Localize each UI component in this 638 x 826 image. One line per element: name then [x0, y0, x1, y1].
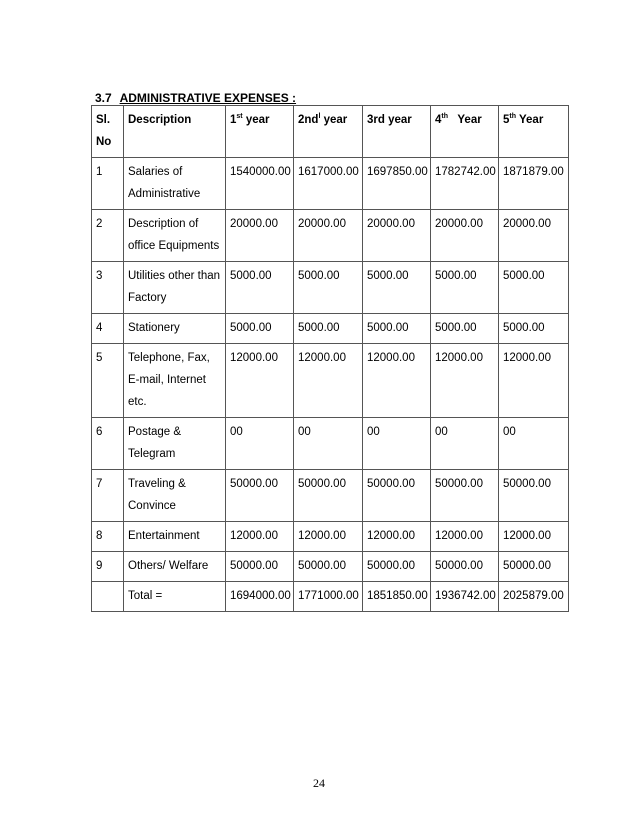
row-value-year-4: 50000.00 — [431, 470, 499, 522]
row-sl-no: 1 — [92, 158, 124, 210]
row-value-year-1: 50000.00 — [226, 470, 294, 522]
row-value-year-3: 5000.00 — [363, 262, 431, 314]
row-value-year-5: 5000.00 — [499, 314, 569, 344]
header-row — [92, 106, 569, 158]
col-header-year-5: 5th Year — [499, 106, 569, 158]
row-value-year-4: 12000.00 — [431, 522, 499, 552]
row-value-year-3: 5000.00 — [363, 314, 431, 344]
table-row — [92, 344, 569, 418]
row-value-year-1: 1540000.00 — [226, 158, 294, 210]
row-value-year-2: 1617000.00 — [294, 158, 363, 210]
row-value-year-1: 5000.00 — [226, 262, 294, 314]
section-heading — [95, 91, 296, 105]
row-value-year-3: 20000.00 — [363, 210, 431, 262]
table-row — [92, 552, 569, 582]
total-empty-cell — [92, 582, 124, 612]
row-description: Traveling & Convince — [124, 470, 226, 522]
table-row — [92, 210, 569, 262]
row-value-year-2: 12000.00 — [294, 344, 363, 418]
row-description: Salaries of Administrative — [124, 158, 226, 210]
section-number: 3.7 — [95, 91, 112, 105]
row-value-year-3: 00 — [363, 418, 431, 470]
row-sl-no: 8 — [92, 522, 124, 552]
row-value-year-5: 12000.00 — [499, 522, 569, 552]
row-value-year-5: 50000.00 — [499, 470, 569, 522]
table-row — [92, 262, 569, 314]
row-value-year-5: 5000.00 — [499, 262, 569, 314]
total-year-3: 1851850.00 — [363, 582, 431, 612]
row-sl-no: 5 — [92, 344, 124, 418]
table-row — [92, 522, 569, 552]
row-sl-no: 7 — [92, 470, 124, 522]
row-value-year-2: 20000.00 — [294, 210, 363, 262]
col-header-description: Description — [124, 106, 226, 158]
row-sl-no: 9 — [92, 552, 124, 582]
row-value-year-4: 20000.00 — [431, 210, 499, 262]
total-year-1: 1694000.00 — [226, 582, 294, 612]
col-header-year-2: $2nd^l$ year — [294, 106, 363, 158]
page-number: 24 — [313, 776, 325, 790]
total-year-4: 1936742.00 — [431, 582, 499, 612]
col-header-year-1: 1st year — [226, 106, 294, 158]
section-title: ADMINISTRATIVE EXPENSES : — [119, 91, 297, 105]
row-value-year-4: 12000.00 — [431, 344, 499, 418]
table-row — [92, 158, 569, 210]
table-row — [92, 418, 569, 470]
row-sl-no: 3 — [92, 262, 124, 314]
total-row — [92, 582, 569, 612]
row-value-year-3: 50000.00 — [363, 470, 431, 522]
row-value-year-2: 12000.00 — [294, 522, 363, 552]
row-value-year-4: 00 — [431, 418, 499, 470]
total-year-5: 2025879.00 — [499, 582, 569, 612]
total-year-2: 1771000.00 — [294, 582, 363, 612]
row-description: Others/ Welfare — [124, 552, 226, 582]
row-sl-no: 4 — [92, 314, 124, 344]
row-description: Entertainment — [124, 522, 226, 552]
row-value-year-1: 5000.00 — [226, 314, 294, 344]
row-value-year-3: 12000.00 — [363, 522, 431, 552]
row-value-year-4: 1782742.00 — [431, 158, 499, 210]
table-row — [92, 314, 569, 344]
row-value-year-2: 5000.00 — [294, 262, 363, 314]
row-value-year-1: 12000.00 — [226, 344, 294, 418]
col-header-year-4: 4th Year — [431, 106, 499, 158]
row-value-year-2: 5000.00 — [294, 314, 363, 344]
row-value-year-2: 50000.00 — [294, 470, 363, 522]
row-description: Stationery — [124, 314, 226, 344]
row-value-year-5: 50000.00 — [499, 552, 569, 582]
row-value-year-4: 5000.00 — [431, 314, 499, 344]
row-sl-no: 2 — [92, 210, 124, 262]
row-value-year-1: 00 — [226, 418, 294, 470]
row-value-year-5: 12000.00 — [499, 344, 569, 418]
row-value-year-5: 00 — [499, 418, 569, 470]
row-value-year-4: 5000.00 — [431, 262, 499, 314]
administrative-expenses-table — [91, 105, 569, 612]
row-value-year-5: 20000.00 — [499, 210, 569, 262]
col-header-sl-no: Sl. No — [92, 106, 124, 158]
row-value-year-3: 1697850.00 — [363, 158, 431, 210]
row-description: Telephone, Fax, E-mail, Internet etc. — [124, 344, 226, 418]
table-row — [92, 470, 569, 522]
row-description: Description of office Equipments — [124, 210, 226, 262]
row-value-year-1: 12000.00 — [226, 522, 294, 552]
row-description: Postage & Telegram — [124, 418, 226, 470]
row-value-year-2: 00 — [294, 418, 363, 470]
total-label: Total = — [124, 582, 226, 612]
row-description: Utilities other than Factory — [124, 262, 226, 314]
col-header-year-3: 3rd year — [363, 106, 431, 158]
row-value-year-3: 12000.00 — [363, 344, 431, 418]
row-value-year-4: 50000.00 — [431, 552, 499, 582]
row-value-year-2: 50000.00 — [294, 552, 363, 582]
row-value-year-1: 50000.00 — [226, 552, 294, 582]
row-value-year-3: 50000.00 — [363, 552, 431, 582]
row-value-year-5: 1871879.00 — [499, 158, 569, 210]
row-value-year-1: 20000.00 — [226, 210, 294, 262]
row-sl-no: 6 — [92, 418, 124, 470]
